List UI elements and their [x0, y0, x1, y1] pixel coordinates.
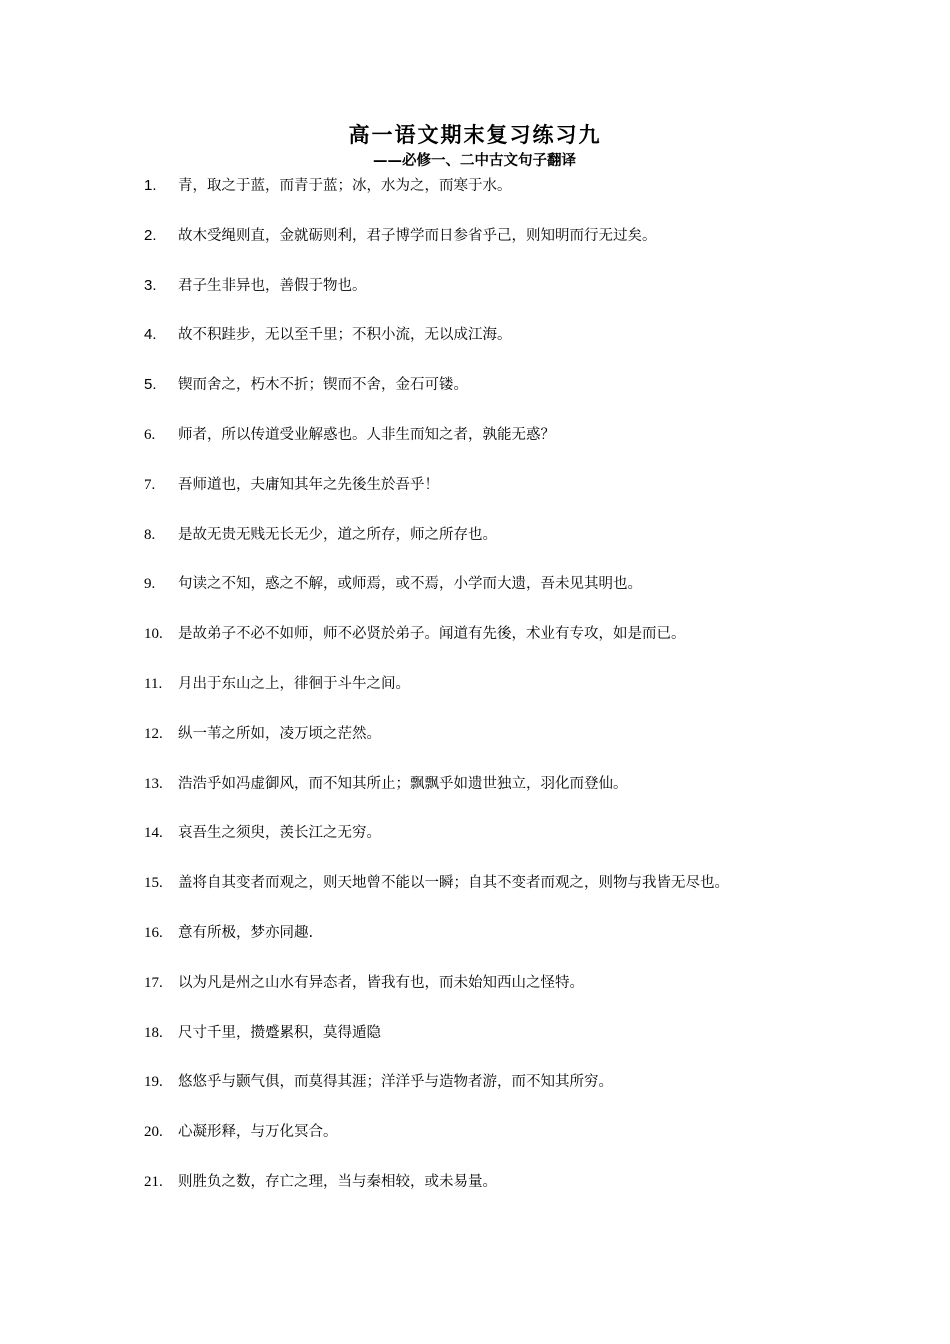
sentence-list	[0, 175, 950, 1221]
item-number: 6.	[144, 426, 156, 443]
item-number: 20.	[144, 1124, 163, 1141]
item-text: 以为凡是州之山水有异态者，皆我有也，而未始知西山之怪特。	[178, 974, 584, 991]
list-item	[0, 424, 950, 474]
list-item	[0, 673, 950, 723]
list-item	[0, 1022, 950, 1072]
item-number: 21.	[144, 1173, 163, 1190]
item-text: 君子生非异也，善假于物也。	[178, 277, 367, 294]
list-item	[0, 773, 950, 823]
item-number: 8.	[144, 526, 156, 543]
item-text: 心凝形释，与万化冥合。	[178, 1124, 338, 1141]
item-text: 哀吾生之须臾，羡长江之无穷。	[178, 825, 381, 842]
list-item	[0, 225, 950, 275]
list-item	[0, 1071, 950, 1121]
item-text: 吾师道也，夫庸知其年之先後生於吾乎！	[178, 476, 439, 493]
item-text: 纵一苇之所如，凌万顷之茫然。	[178, 725, 381, 742]
list-item	[0, 374, 950, 424]
item-text: 意有所极，梦亦同趣.	[178, 924, 314, 941]
list-item	[0, 972, 950, 1022]
item-number: 3.	[144, 276, 157, 294]
item-number: 13.	[144, 775, 163, 792]
item-number: 12.	[144, 725, 163, 742]
item-number: 5.	[144, 376, 157, 394]
item-text: 尺寸千里，攒蹙累积，莫得遁隐	[178, 1024, 381, 1041]
item-number: 17.	[144, 974, 163, 991]
item-number: 10.	[144, 626, 163, 643]
item-text: 锲而舍之，朽木不折；锲而不舍，金石可镂。	[178, 377, 468, 394]
item-text: 师者，所以传道受业解惑也。人非生而知之者，孰能无惑？	[178, 426, 555, 443]
item-text: 句读之不知，惑之不解，或师焉，或不焉，小学而大遗，吾未见其明也。	[178, 576, 642, 593]
list-item	[0, 1121, 950, 1171]
item-text: 悠悠乎与颢气俱，而莫得其涯；洋洋乎与造物者游，而不知其所穷。	[178, 1074, 613, 1091]
item-number: 15.	[144, 875, 163, 892]
item-text: 是故弟子不必不如师，师不必贤於弟子。闻道有先後，术业有专攻，如是而已。	[178, 626, 686, 643]
item-number: 18.	[144, 1024, 163, 1041]
item-text: 盖将自其变者而观之，则天地曾不能以一瞬；自其不变者而观之，则物与我皆无尽也。	[178, 875, 729, 892]
list-item	[0, 872, 950, 922]
item-text: 故不积跬步，无以至千里；不积小流，无以成江海。	[178, 327, 512, 344]
list-item	[0, 275, 950, 325]
item-number: 19.	[144, 1074, 163, 1091]
list-item	[0, 1171, 950, 1221]
item-number: 1.	[144, 177, 157, 194]
item-text: 浩浩乎如冯虚御风，而不知其所止；飘飘乎如遗世独立，羽化而登仙。	[178, 775, 628, 792]
item-text: 故木受绳则直，金就砺则利，君子博学而日参省乎己，则知明而行无过矣。	[178, 227, 657, 244]
list-item	[0, 524, 950, 574]
item-text: 是故无贵无贱无长无少，道之所存，师之所存也。	[178, 526, 497, 543]
list-item	[0, 324, 950, 374]
item-number: 7.	[144, 476, 156, 493]
page-title: 高一语文期末复习练习九	[348, 122, 602, 147]
list-item	[0, 623, 950, 673]
list-item	[0, 922, 950, 972]
item-number: 14.	[144, 825, 163, 842]
item-number: 11.	[144, 675, 163, 692]
list-item	[0, 474, 950, 524]
item-text: 青，取之于蓝，而青于蓝；冰，水为之，而寒于水。	[178, 178, 512, 194]
list-item	[0, 723, 950, 773]
list-item	[0, 822, 950, 872]
list-item	[0, 573, 950, 623]
list-item	[0, 175, 950, 225]
item-text: 则胜负之数，存亡之理，当与秦相较，或未易量。	[178, 1173, 497, 1190]
item-number: 9.	[144, 576, 156, 593]
item-number: 4.	[144, 326, 157, 344]
item-number: 16.	[144, 924, 163, 941]
item-number: 2.	[144, 226, 157, 244]
page-subtitle: ——必修一、二中古文句子翻译	[373, 153, 576, 169]
item-text: 月出于东山之上，徘徊于斗牛之间。	[178, 675, 410, 692]
